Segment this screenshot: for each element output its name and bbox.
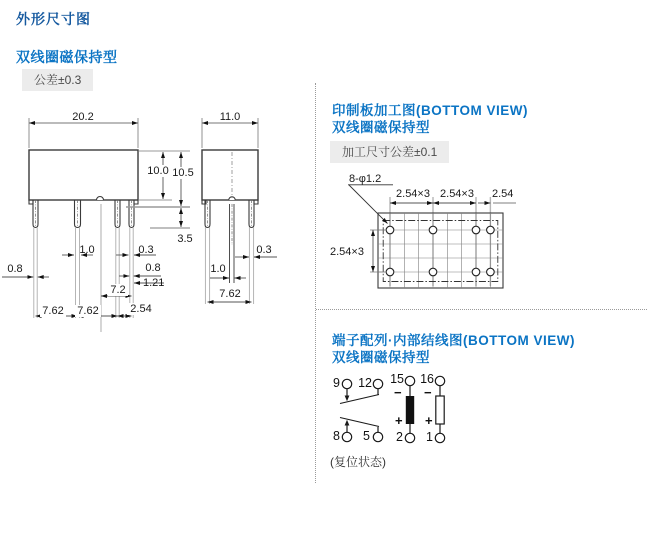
dim-front-width: 20.2 [72, 111, 94, 123]
front-view [2, 118, 190, 332]
dim-height-case: 10.0 [145, 165, 171, 177]
reset-state-note: (复位状态) [330, 455, 386, 469]
pcb-drawing [320, 170, 660, 300]
dim-pitch-b: 7.62 [75, 305, 101, 317]
coil-minus-sign-b: − [424, 385, 432, 400]
terminal-label-1: 1 [426, 430, 433, 444]
page-title: 外形尺寸图 [16, 11, 91, 27]
dim-front-pin-width-right: 0.8 [145, 262, 161, 274]
dim-side-pitch: 7.62 [219, 288, 241, 300]
dim-edge-offset: 1.21 [143, 277, 165, 289]
terminal-subtitle: 双线圈磁保持型 [332, 350, 430, 365]
dim-side-width: 11.0 [219, 111, 241, 123]
coil-minus-sign-a: − [394, 385, 402, 400]
terminal-label-5: 5 [363, 429, 370, 443]
terminal-title: 端子配列·内部结线图(BOTTOM VIEW) [332, 333, 575, 348]
dim-pitch-c: 2.54 [127, 303, 155, 315]
dim-pitch-a: 7.62 [40, 305, 66, 317]
pcb-grid [348, 185, 516, 288]
tolerance-note-outline: 公差±0.3 [22, 69, 93, 91]
dim-pcb-top-c: 2.54 [492, 188, 514, 200]
pcb-subtitle: 双线圈磁保持型 [332, 120, 430, 135]
contact-arrow-up [345, 420, 350, 426]
pcb-title: 印制板加工图(BOTTOM VIEW) [332, 103, 528, 118]
terminal-label-16: 16 [420, 372, 434, 386]
terminal-label-12: 12 [358, 376, 372, 390]
dim-hole-callout: 8-φ1.2 [349, 173, 382, 185]
dim-front-pin-width-left: 0.8 [7, 263, 23, 275]
dim-pcb-left: 2.54×3 [330, 246, 364, 258]
dim-pcb-top-b: 2.54×3 [440, 188, 474, 200]
terminal-label-15: 15 [390, 372, 404, 386]
horizontal-divider [316, 309, 647, 310]
coil-plus-sign-b: + [425, 413, 433, 428]
coil-reset-hollow [436, 396, 444, 424]
dim-terminal-length: 3.5 [177, 233, 193, 245]
coil-set-filled [406, 396, 414, 424]
terminal-label-2: 2 [396, 430, 403, 444]
terminal-label-8: 8 [333, 429, 340, 443]
side-view [202, 118, 277, 304]
tolerance-note-pcb: 加工尺寸公差±0.1 [330, 141, 449, 163]
coil-plus-sign-a: + [395, 413, 403, 428]
dim-side-pin-thickness: 0.3 [256, 244, 272, 256]
dim-side-pin-width: 1.0 [210, 263, 226, 275]
dim-span-mid: 7.2 [108, 284, 128, 296]
dim-front-pin-width-a: 1.0 [79, 244, 95, 256]
outline-subtitle: 双线圈磁保持型 [16, 49, 118, 65]
dim-front-pin-thickness: 0.3 [138, 244, 154, 256]
dim-height-total: 10.5 [170, 167, 196, 179]
dim-pcb-top-a: 2.54×3 [396, 188, 430, 200]
pcb-holes [386, 226, 494, 276]
terminal-label-9: 9 [333, 376, 340, 390]
contact-arrow-down [345, 396, 350, 402]
